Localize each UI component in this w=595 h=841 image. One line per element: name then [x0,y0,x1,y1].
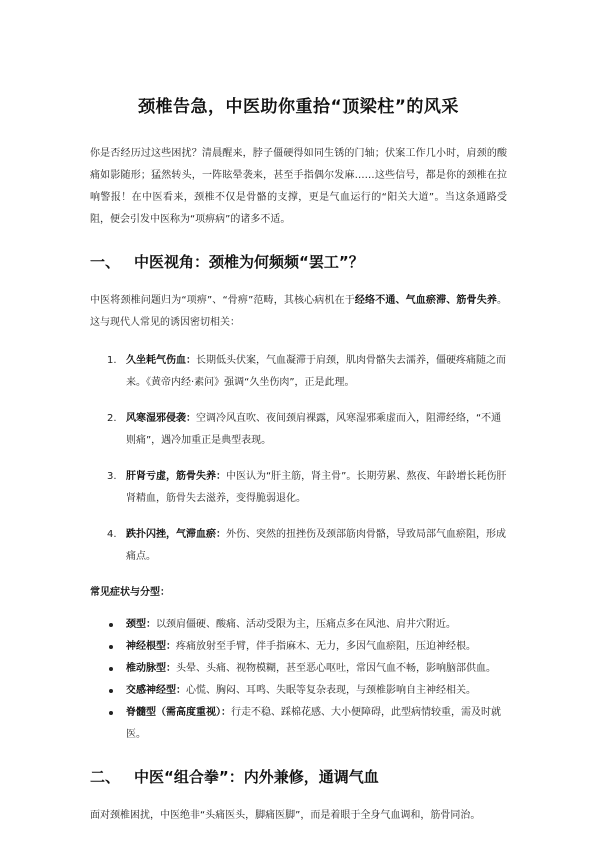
cause-label: 久坐耗气伤血： [126,355,196,366]
section-2-title: 中医“组合拳”：内外兼修，通调气血 [134,768,379,786]
list-marker: 1. [107,355,117,366]
cause-text: 长期低头伏案，气血凝滞于肩颈，肌肉骨骼失去濡养，僵硬疼痛随之而来。《黄帝内经·素问》强调“久坐伤肉”，正是此理。 [126,355,506,388]
symptom-text: 心慌、胸闷、耳鸣、失眠等复杂表现，与颈椎影响自主神经相关。 [186,685,476,696]
list-item-symptom-2 [90,636,507,658]
list-item-symptom-5 [90,702,507,746]
cause-label: 肝肾亏虚，筋骨失养： [126,471,226,482]
symptom-label: 神经根型： [126,641,176,652]
list-item-symptom-4 [90,680,507,702]
section-1-number: 一、 [90,253,121,271]
symptom-text: 行走不稳、踩棉花感、大小便障碍，此型病情较重，需及时就医。 [126,707,501,740]
cause-text: 空调冷风直吹、夜间颈肩裸露，风寒湿邪乘虚而入，阻滞经络，“不通则痛”，遇冷加重正是典型表现。 [126,413,502,446]
symptom-label: 脊髓型（需高度重视）： [126,707,231,718]
cause-label: 风寒湿邪侵袭： [126,413,196,424]
symptom-text: 头晕、头痛、视物模糊，甚至恶心呕吐，常因气血不畅，影响脑部供血。 [176,663,496,674]
list-item-cause-3 [90,466,507,510]
list-item-cause-4 [90,524,507,568]
section-1-lead-text: 中医将颈椎问题归为“项痹”、“骨痹”范畴，其核心病机在于 [90,295,355,306]
cause-text: 中医认为“肝主筋，肾主骨”。长期劳累、熬夜、年龄增长耗伤肝肾精血，筋骨失去滋养，变得脆弱退化。 [126,471,507,504]
bullet-dot-icon [109,623,113,627]
causes-list [90,350,507,568]
section-2-number: 二、 [90,768,121,786]
section-1-lead-end: 。这与现代人常见的诱因密切相关： [90,295,507,328]
symptoms-list [90,614,507,746]
section-2-lead: 面对颈椎困扰，中医绝非“头痛医头，脚痛医脚”，而是着眼于全身气血调和，筋骨同治。 [90,810,481,821]
list-item-cause-2 [90,408,507,452]
symptom-label: 椎动脉型： [126,663,176,674]
section-2-heading [90,766,507,787]
section-1-heading [90,251,507,272]
cause-label: 跌扑闪挫，气滞血瘀： [126,529,226,540]
list-marker: 2. [107,413,117,424]
bullet-dot-icon [109,711,113,715]
symptoms-heading: 常见症状与分型： [90,587,170,598]
section-1-lead [90,290,507,334]
list-marker: 4. [107,529,117,540]
list-item-symptom-3 [90,658,507,680]
list-item-cause-1 [90,350,507,394]
list-item-symptom-1 [90,614,507,636]
cause-text: 外伤、突然的扭挫伤及颈部筋肉骨骼，导致局部气血瘀阻，形成痛点。 [126,529,506,562]
document-title: 颈椎告急，中医助你重拾“顶梁柱”的风采 [138,97,459,117]
bullet-dot-icon [109,667,113,671]
section-1-title: 中医视角：颈椎为何频频“罢工”？ [134,253,364,271]
symptom-text: 疼痛放射至手臂，伴手指麻木、无力，多因气血瘀阻，压迫神经根。 [176,641,476,652]
symptom-label: 颈型： [126,619,156,630]
symptom-text: 以颈肩僵硬、酸痛、活动受限为主，压痛点多在风池、肩井穴附近。 [156,619,456,630]
bullet-dot-icon [109,645,113,649]
list-marker: 3. [107,471,117,482]
symptom-label: 交感神经型： [126,685,186,696]
section-1-lead-emphasis: 经络不通、气血瘀滞、筋骨失养 [354,295,497,306]
intro-paragraph: 你是否经历过这些困扰？清晨醒来，脖子僵硬得如同生锈的门轴；伏案工作几小时，肩颈的酸痛如影随形；猛然转头，一阵眩晕袭来，甚至手指偶尔发麻……这些信号，都是你的颈椎在拉响警报！在中医看来，颈椎不仅是骨骼的支撑，更是气血运行的“阳关大道”。当这条通路受阻，便会引发中医称为“项痹病”的诸多不适。 [90,148,507,225]
bullet-dot-icon [109,689,113,693]
